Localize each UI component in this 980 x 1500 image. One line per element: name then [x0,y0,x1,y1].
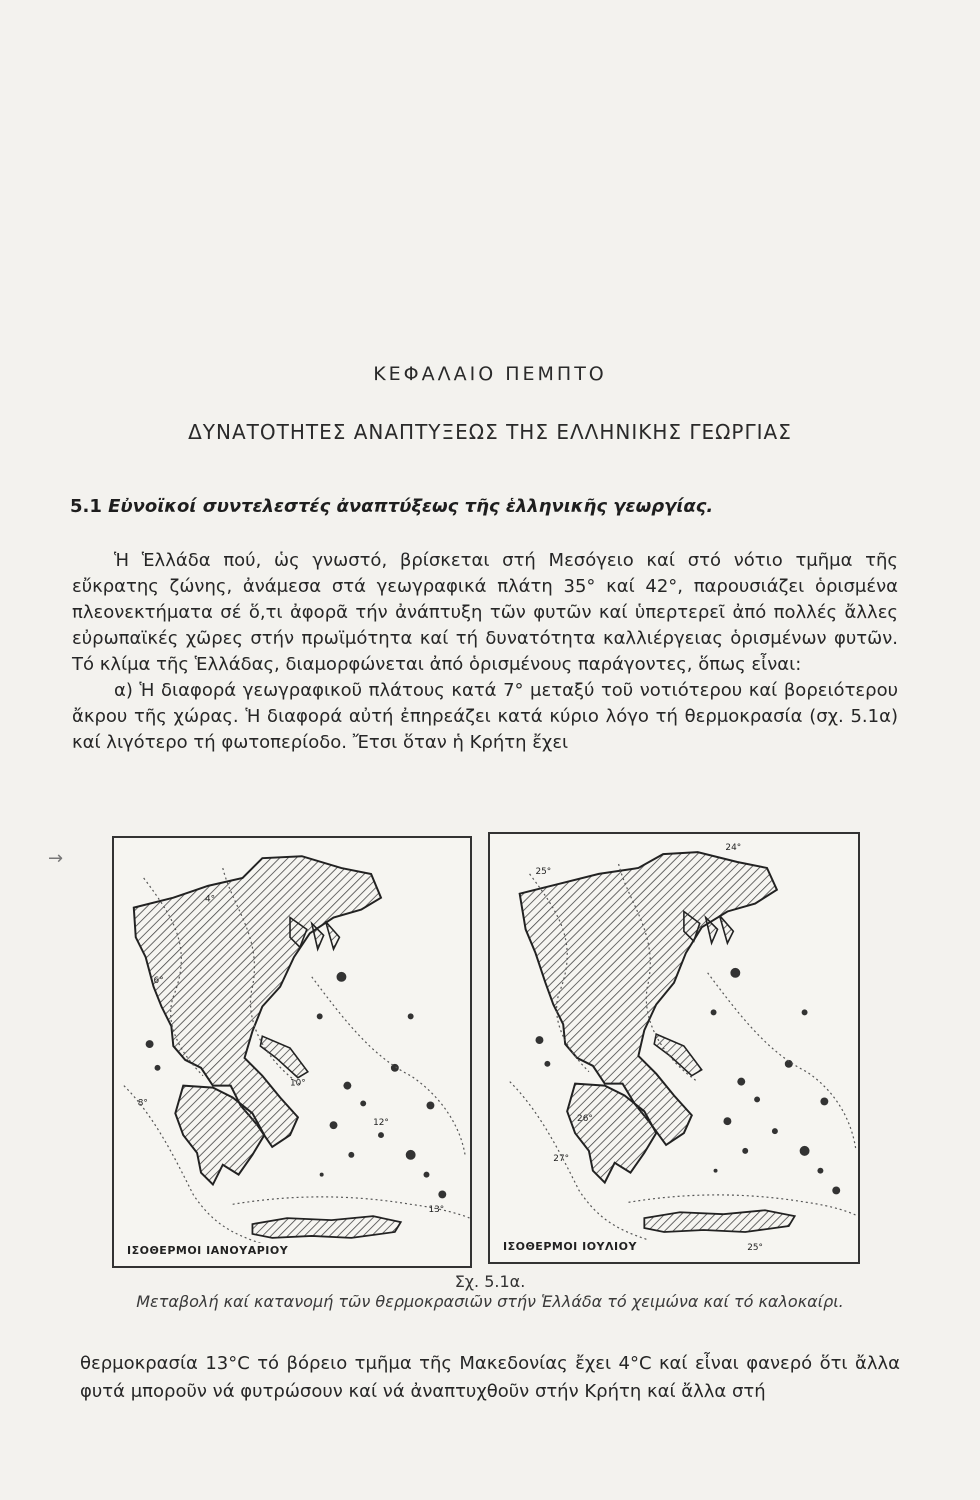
section-title: Εὐνοϊκοί συντελεστές ἀναπτύξεως τῆς ἑλληνικῆς γεωργίας. [108,496,714,517]
isotherm-label: 10° [290,1078,306,1089]
map-january [112,836,472,1268]
figure-caption: Μεταβολή καί κατανομή τῶν θερμοκρασιῶν στήν Ἑλλάδα τό χειμώνα καί τό καλοκαίρι. [136,1292,844,1311]
map-july [488,832,860,1264]
isotherm-label: 25° [535,866,552,877]
crete-shape [644,1210,794,1232]
isotherm-label: 12° [373,1118,389,1129]
chapter-label: ΚΕΦΑΛΑΙΟ ΠΕΜΠΤΟ [373,363,607,385]
isotherm-label: 8° [137,1098,148,1109]
section-number: 5.1 [70,496,102,517]
mainland-shape [520,852,777,1145]
isotherm-label: 27° [553,1153,570,1164]
section-heading [70,496,870,517]
isotherm-label: 24° [725,843,742,854]
figure-number: Σχ. 5.1α. [454,1272,526,1291]
map-july-drawing [490,834,858,1262]
map-january-caption: ΙΣΟΘΕΡΜΟΙ ΙΑΝΟΥΑΡΙΟΥ [124,1243,291,1258]
map-july-caption: ΙΣΟΘΕΡΜΟΙ ΙΟΥΛΙΟΥ [500,1239,640,1254]
list-item-a: α) Ἡ διαφορά γεωγραφικοῦ πλάτους κατά 7° μεταξύ τοῦ νοτιότερου καί βορειότερου ἄκρου τῆς χώρας. Ἡ διαφορά αὐτή ἐπηρεάζει κατά κύριο λόγο τή θερμοκρασία (σχ. 5.1α) καί λιγότερο τή φωτοπερίοδο. Ἔτσι ὅταν ἡ Κρήτη ἔχει [72,680,898,753]
isotherm-label: 26° [577,1114,593,1125]
continuation-text [80,1350,900,1406]
isotherm-label: 25° [747,1242,763,1253]
chapter-title: ΔΥΝΑΤΟΤΗΤΕΣ ΑΝΑΠΤΥΞΕΩΣ ΤΗΣ ΕΛΛΗΝΙΚΗΣ ΓΕΩΡΓΙΑΣ [188,420,792,444]
map-january-drawing [114,838,470,1266]
mainland-shape [134,856,381,1147]
paragraph-1: Ἡ Ἑλλάδα πού, ὡς γνωστό, βρίσκεται στή Μεσόγειο καί στό νότιο τμῆμα τῆς εὔκρατης ζώνης, ἀνάμεσα στά γεωγραφικά πλάτη 35° καί 42°, παρουσιάζει ὁρισμένα πλεονεκτήματα σέ ὅ,τι ἀφορᾶ τήν ἀνάπτυξη τῶν φυτῶν καί ὑπερτερεῖ ἀπό πολλές ἄλλες εὐρωπαϊκές χῶρες στήν πρωϊμότητα καί τή δυνατότητα καλλιέργειας ὁρισμένων φυτῶν. Τό κλίμα τῆς Ἑλλάδας, διαμορφώνεται ἀπό ὁρισμένους παράγοντες, ὅπως εἶναι: [72,550,898,675]
isotherm-label: 6° [153,975,164,986]
figure-5-1a [112,832,872,1264]
margin-arrow-mark: → [48,848,64,869]
crete-shape [252,1216,400,1238]
body-text [72,548,898,756]
euboea-shape [654,1034,701,1076]
isotherm-label: 4° [204,894,216,905]
continuation-paragraph: θερμοκρασία 13°C τό βόρειο τμῆμα τῆς Μακεδονίας ἔχει 4°C καί εἶναι φανερό ὅτι ἄλλα φυτά μποροῦν νά φυτρώσουν καί νά ἀναπτυχθοῦν στήν Κρήτη καί ἄλλα στή [80,1353,900,1402]
isotherm-label: 13° [428,1205,445,1216]
